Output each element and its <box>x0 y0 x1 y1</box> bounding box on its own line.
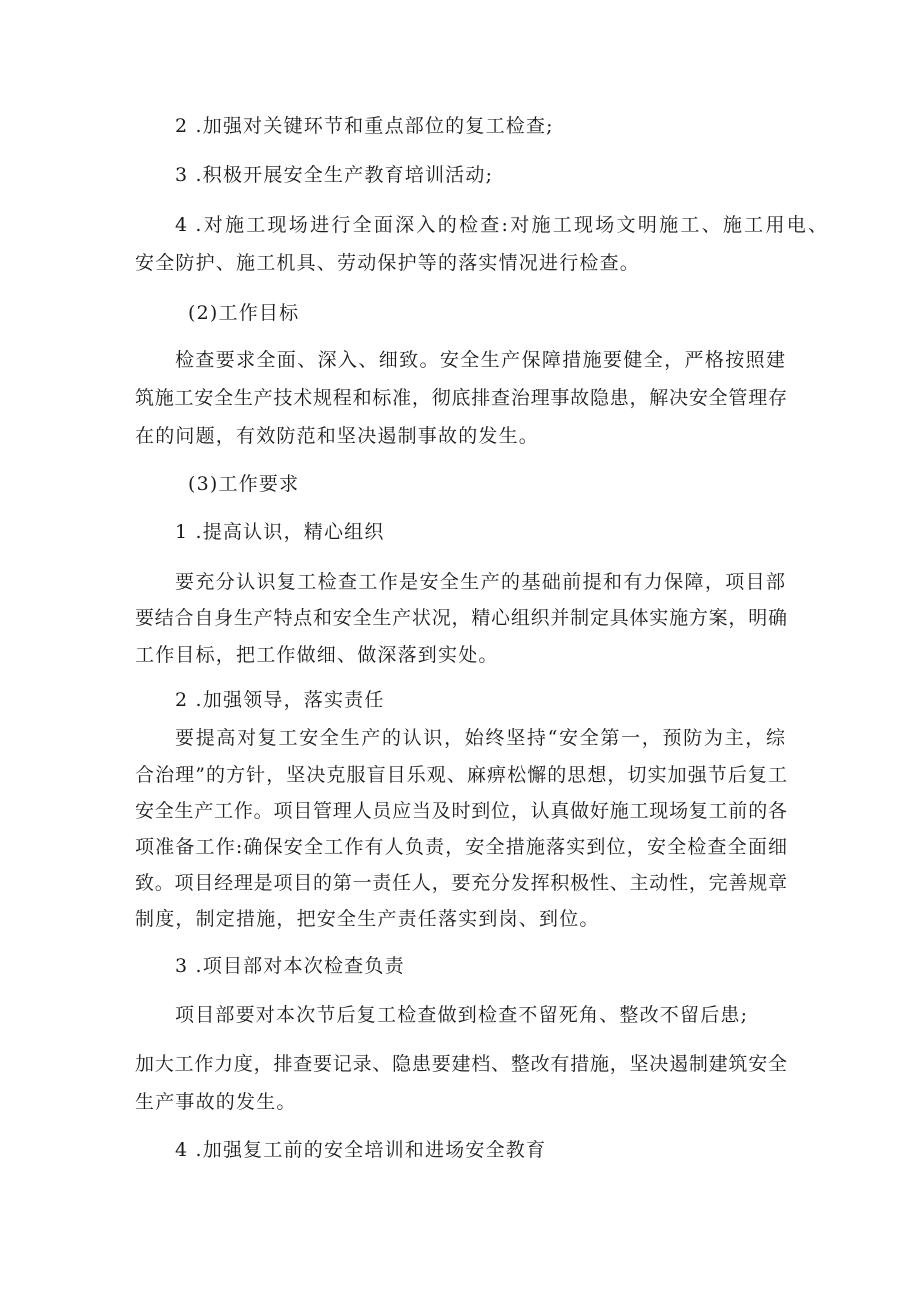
req-2-paragraph-line-6: 制度，制定措施，把安全生产责任落实到岗、到位。 <box>135 908 600 930</box>
req-2-paragraph-line-2: 合治理”的方针，坚决克服盲目乐观、麻痹松懈的思想，切实加强节后复工 <box>135 764 787 786</box>
req-2-title: 2 .加强领导，落实责任 <box>175 689 385 711</box>
item-4-site-inspection-line-1: 4 .对施工现场进行全面深入的检查:对施工现场文明施工、施工用电、 <box>175 214 827 236</box>
item-4-site-inspection-line-2: 安全防护、施工机具、劳动保护等的落实情况进行检查。 <box>135 252 641 274</box>
section-heading-work-goals: (2)工作目标 <box>188 302 300 324</box>
req-1-title: 1 .提高认识，精心组织 <box>175 521 385 543</box>
goals-paragraph-line-3: 在的问题，有效防范和坚决遏制事故的发生。 <box>135 425 540 447</box>
item-3-training: 3 .积极开展安全生产教育培训活动; <box>175 164 494 186</box>
req-3-paragraph-line-1: 项目部要对本次节后复工检查做到检查不留死角、整改不留后患; <box>175 1004 749 1026</box>
req-1-paragraph-line-2: 要结合自身生产特点和安全生产状况，精心组织并制定具体实施方案，明确 <box>135 607 787 629</box>
goals-paragraph-line-2: 筑施工安全生产技术规程和标准，彻底排查治理事故隐患，解决安全管理存 <box>135 387 787 409</box>
req-3-paragraph-line-3: 生产事故的发生。 <box>135 1091 297 1113</box>
req-1-paragraph-line-1: 要充分认识复工检查工作是安全生产的基础前提和有力保障，项目部 <box>175 571 785 593</box>
req-4-title: 4 .加强复工前的安全培训和进场安全教育 <box>175 1139 547 1161</box>
req-3-paragraph-line-2: 加大工作力度，排查要记录、隐患要建档、整改有措施，坚决遏制建筑安全 <box>135 1053 787 1075</box>
req-2-paragraph-line-3: 安全生产工作。项目管理人员应当及时到位，认真做好施工现场复工前的各 <box>135 800 787 822</box>
section-heading-work-requirements: (3)工作要求 <box>188 473 300 495</box>
req-1-paragraph-line-3: 工作目标，把工作做细、做深落到实处。 <box>135 644 499 666</box>
req-2-paragraph-line-5: 致。项目经理是项目的第一责任人，要充分发挥积极性、主动性，完善规章 <box>135 872 787 894</box>
req-2-paragraph-line-1: 要提高对复工安全生产的认识，始终坚持“安全第一，预防为主，综 <box>175 727 785 749</box>
req-3-title: 3 .项目部对本次检查负责 <box>175 955 405 977</box>
item-2-review-key-links: 2 .加强对关键环节和重点部位的复工检查; <box>175 115 554 137</box>
req-2-paragraph-line-4: 项准备工作:确保安全工作有人负责，安全措施落实到位，安全检查全面细 <box>135 836 787 858</box>
goals-paragraph-line-1: 检查要求全面、深入、细致。安全生产保障措施要健全，严格按照建 <box>175 349 785 371</box>
